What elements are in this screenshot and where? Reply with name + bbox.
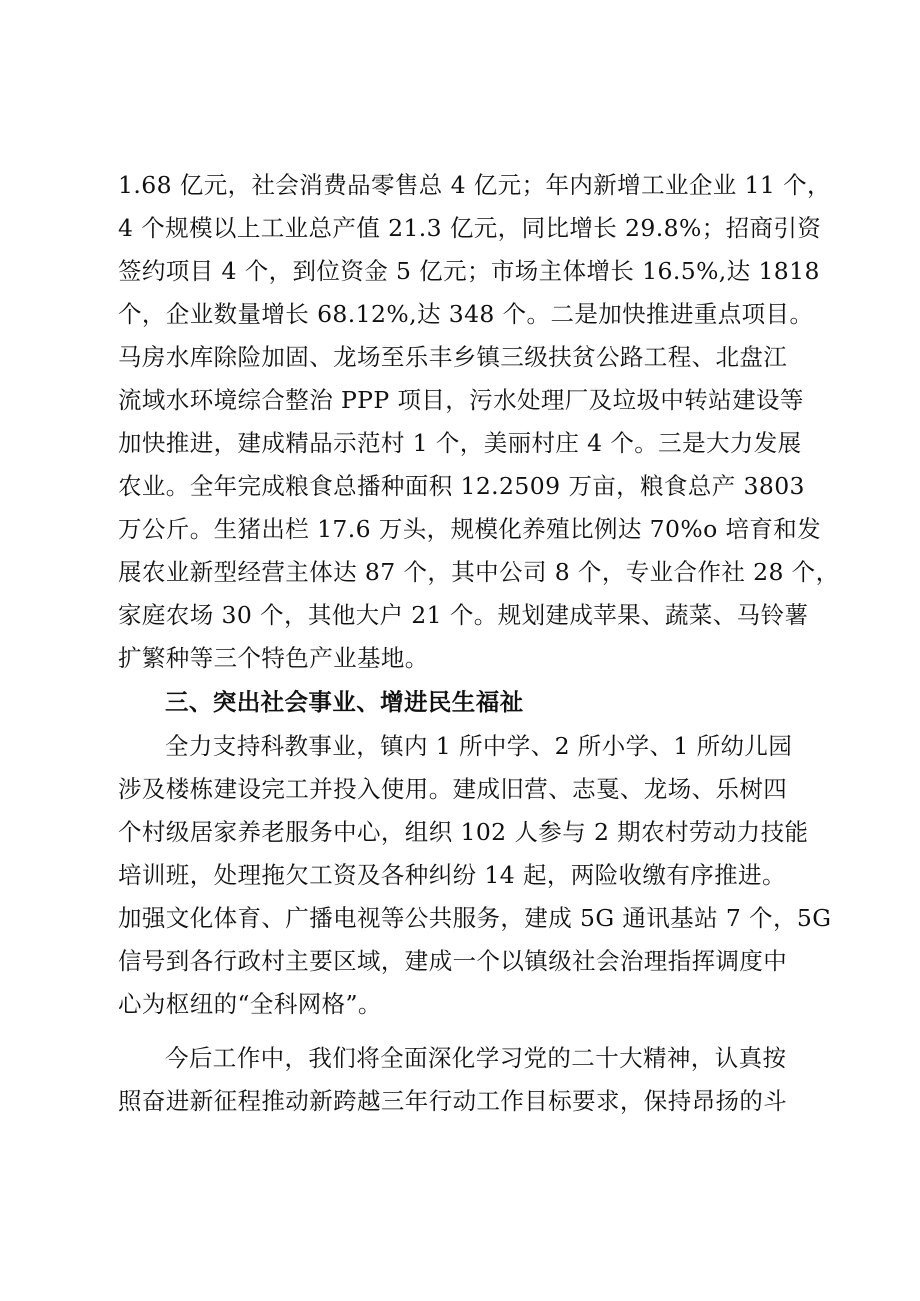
text-line: 培训班，处理拖欠工资及各种纠纷 14 起，两险收缴有序推进。 xyxy=(118,861,786,889)
text-line: 农业。全年完成粮食总播种面积 12.2509 万亩，粮食总产 3803 xyxy=(118,472,805,500)
text-line: 签约项目 4 个，到位资金 5 亿元；市场主体增长 16.5%,达 1818 xyxy=(118,257,820,285)
text-line: 心为枢纽的“全科网格”。 xyxy=(118,990,382,1018)
text-line: 全力支持科教事业，镇内 1 所中学、2 所小学、1 所幼儿园 xyxy=(165,732,793,760)
text-line: 马房水库除险加固、龙场至乐丰乡镇三级扶贫公路工程、北盘江 xyxy=(118,343,788,371)
text-line: 信号到各行政村主要区域，建成一个以镇级社会治理指挥调度中 xyxy=(118,947,788,975)
text-line: 个，企业数量增长 68.12%,达 348 个。二是加快推进重点项目。 xyxy=(118,300,814,328)
section-heading: 三、突出社会事业、增进民生福祉 xyxy=(165,688,524,716)
text-line: 1.68 亿元，社会消费品零售总 4 亿元；年内新增工业企业 11 个， xyxy=(118,171,831,199)
text-line: 今后工作中，我们将全面深化学习党的二十大精神，认真按 xyxy=(165,1044,787,1072)
text-line: 扩繁种等三个特色产业基地。 xyxy=(118,644,429,672)
text-line: 万公斤。生猪出栏 17.6 万头，规模化养殖比例达 70%o 培育和发 xyxy=(118,515,822,543)
text-line: 加强文化体育、广播电视等公共服务，建成 5G 通讯基站 7 个，5G xyxy=(118,904,832,932)
text-line: 照奋进新征程推动新跨越三年行动工作目标要求，保持昂扬的斗 xyxy=(118,1087,788,1115)
text-line: 4 个规模以上工业总产值 21.3 亿元，同比增长 29.8%；招商引资 xyxy=(118,214,822,242)
text-line: 流域水环境综合整治 PPP 项目，污水处理厂及垃圾中转站建设等 xyxy=(118,386,804,414)
text-line: 家庭农场 30 个，其他大户 21 个。规划建成苹果、蔬菜、马铃薯 xyxy=(118,601,809,629)
text-line: 个村级居家养老服务中心，组织 102 人参与 2 期农村劳动力技能 xyxy=(118,818,809,846)
text-line: 加快推进，建成精品示范村 1 个，美丽村庄 4 个。三是大力发展 xyxy=(118,429,802,457)
text-line: 涉及楼栋建设完工并投入使用。建成旧营、志戛、龙场、乐树四 xyxy=(118,775,788,803)
text-line: 展农业新型经营主体达 87 个，其中公司 8 个，专业合作社 28 个， xyxy=(118,558,840,586)
